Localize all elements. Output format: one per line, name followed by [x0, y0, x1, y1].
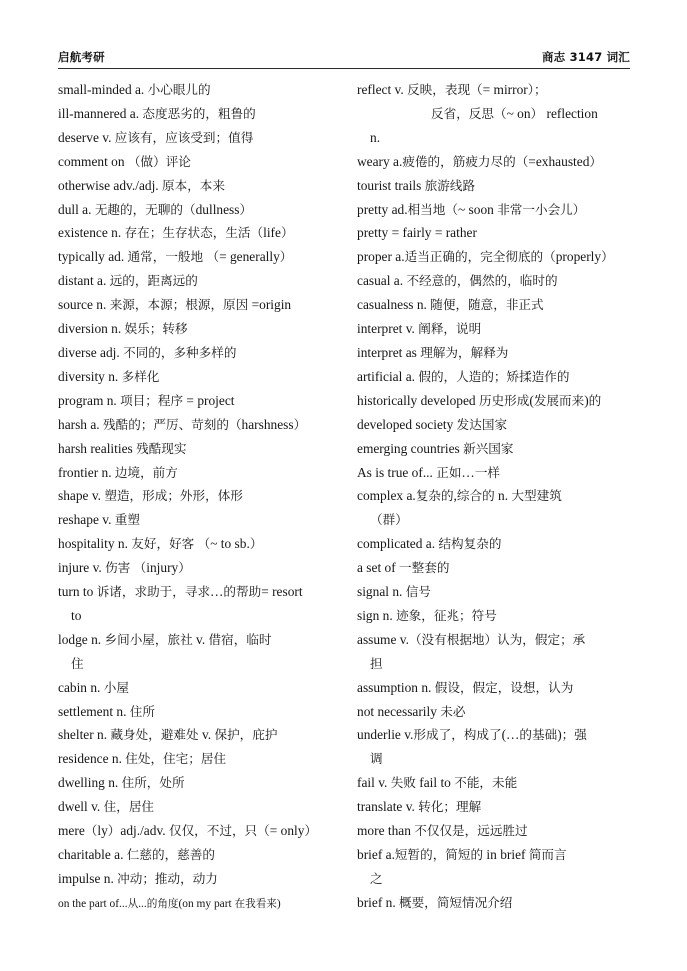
entry-text-cjk: 一整套的: [399, 560, 450, 576]
entry-text-latin: translate v.: [357, 799, 419, 815]
entry-text-cjk: ）: [601, 249, 614, 265]
vocabulary-entry: [58, 556, 350, 580]
entry-text-latin: fail to: [415, 775, 455, 791]
entry-text-cjk: 不能，未能: [454, 775, 518, 791]
vocabulary-entry: [357, 317, 647, 341]
entry-text-cjk: 的角度: [146, 897, 179, 910]
entry-text-cjk: （群）: [370, 512, 408, 528]
vocabulary-entry: [357, 628, 647, 652]
vocabulary-entry: [357, 819, 647, 843]
entry-text-cjk: 的基础: [519, 727, 558, 743]
vocabulary-entry: [58, 461, 350, 485]
entry-text-cjk: 不同的，多种多样的: [123, 344, 237, 360]
entry-text-latin: impulse n.: [58, 870, 118, 886]
entry-text-cjk: 冲动；推动，动力: [117, 870, 218, 886]
entry-text-latin: n.: [494, 488, 512, 504]
entry-text-latin: ): [584, 392, 589, 408]
entry-text-latin: dwell v.: [58, 799, 104, 815]
entry-text-latin: source n.: [58, 297, 110, 313]
entry-text-latin: not necessarily: [357, 703, 441, 719]
entry-text-cjk: ；强: [561, 727, 587, 743]
entry-text-latin: injury: [146, 560, 179, 576]
entry-text-latin: otherwise adv./adj.: [58, 177, 162, 193]
entry-text-latin: weary a.: [357, 153, 403, 169]
entry-text-cjk: ）: [280, 225, 294, 241]
entry-text-latin: sign n.: [357, 607, 397, 623]
vocabulary-entry: [357, 771, 647, 795]
vocabulary-entry: [357, 341, 647, 365]
entry-text-latin: n.: [370, 129, 381, 145]
entry-text-cjk: 小心眼儿的: [147, 82, 211, 97]
vocabulary-entry: [357, 150, 647, 174]
entry-text-cjk: ）: [293, 416, 307, 432]
vocabulary-entry: [58, 508, 350, 532]
entry-text-latin: on the part of...: [58, 897, 128, 910]
entry-text-latin: proper a.: [357, 249, 405, 265]
entry-text-cjk: 住所，处所: [121, 775, 185, 791]
entry-text-cjk: 原本，本来: [162, 177, 225, 193]
vocabulary-entry: [357, 461, 647, 485]
entry-text-latin: reflection: [543, 105, 598, 121]
entry-text-cjk: 小屋: [103, 679, 129, 695]
vocabulary-entry: [357, 747, 647, 771]
entry-text-cjk: 适当正确的，完全彻底的（: [404, 249, 556, 265]
entry-text-latin: more than: [357, 823, 415, 839]
entry-text-cjk: 住: [71, 655, 84, 671]
entry-text-cjk: 信号: [405, 584, 431, 600]
entry-text-latin: ): [276, 897, 281, 910]
entry-text-cjk: （: [84, 823, 98, 839]
entry-text-cjk: 转化；理解: [418, 799, 482, 815]
entry-text-cjk: 迹象，征兆；符号: [396, 607, 497, 623]
entry-text-cjk: ）；: [527, 82, 547, 97]
entry-text-cjk: 住所: [129, 703, 155, 719]
vocabulary-entry: [58, 580, 350, 604]
entry-text-latin: shape v.: [58, 488, 105, 504]
entry-text-latin: typically ad.: [58, 249, 128, 265]
header-left-title: 启航考研: [58, 50, 105, 64]
entry-text-cjk: 项目；程序: [120, 392, 184, 408]
entry-text-cjk: 借宿，临时: [208, 631, 272, 647]
entry-text-cjk: 住处，住宅；居住: [125, 751, 227, 767]
entry-text-latin: …: [210, 584, 224, 600]
page-header: [58, 50, 630, 74]
entry-text-cjk: ）: [589, 153, 602, 169]
entry-text-latin: (: [529, 392, 534, 408]
entry-text-cjk: 失败: [390, 775, 416, 791]
vocabulary-entry: [357, 413, 647, 437]
vocabulary-entry: [58, 867, 350, 891]
entry-text-latin: shelter n.: [58, 727, 111, 743]
entry-text-latin: dull a.: [58, 201, 95, 217]
entry-text-cjk: 形成了，构成了: [413, 727, 502, 743]
entry-text-latin: emerging countries: [357, 440, 464, 456]
entry-text-cjk: 仁慈的，慈善的: [126, 847, 215, 862]
vocabulary-entry: [58, 532, 350, 556]
entry-text-cjk: 新兴国家: [463, 440, 514, 456]
entry-text-cjk: 正如: [436, 464, 462, 480]
vocabulary-entry: [357, 843, 647, 867]
entry-text-latin: interpret v.: [357, 321, 419, 337]
entry-text-cjk: 在我看来: [234, 897, 277, 910]
vocabulary-entry: [58, 413, 350, 437]
vocabulary-entry: [357, 508, 647, 532]
entry-text-latin: settlement n.: [58, 703, 130, 719]
vocabulary-entry: [58, 102, 350, 126]
entry-text-latin: properly: [555, 249, 602, 265]
vocabulary-entry: [58, 365, 350, 389]
entry-text-latin: brief a.: [357, 847, 395, 862]
entry-text-cjk: 之: [370, 870, 383, 886]
entry-text-latin: injure v.: [58, 560, 106, 576]
header-divider-rule: [58, 68, 630, 69]
entry-text-cjk: 阐释，说明: [418, 321, 482, 337]
entry-text-latin: small-minded a.: [58, 82, 148, 97]
vocabulary-entry: [58, 891, 350, 917]
entry-text-latin: assume v.: [357, 631, 409, 647]
entry-text-cjk: 不经意的，偶然的，临时的: [406, 273, 558, 289]
vocabulary-entry: [357, 556, 647, 580]
vocabulary-entry: [357, 198, 647, 222]
entry-text-cjk: 边境，前方: [114, 464, 178, 480]
entry-text-cjk: 发展而来: [533, 392, 585, 408]
vocabulary-entry: [357, 389, 647, 413]
entry-text-cjk: 多样化: [121, 368, 160, 384]
vocabulary-entry: [58, 198, 350, 222]
entry-text-cjk: 随便，随意，非正式: [430, 297, 544, 313]
entry-text-cjk: 结构复杂的: [438, 536, 502, 552]
entry-text-latin: = resort: [261, 584, 303, 600]
entry-text-cjk: 概要，简短情况介绍: [399, 894, 513, 910]
entry-text-latin: (…: [501, 727, 520, 743]
entry-text-latin: (on my part: [178, 897, 235, 910]
entry-text-latin: residence n.: [58, 751, 126, 767]
entry-text-cjk: （: [206, 249, 220, 265]
entry-text-latin: =origin: [248, 297, 292, 313]
vocabulary-entry: [357, 102, 647, 126]
vocabulary-entry: [58, 269, 350, 293]
entry-text-latin: = mirror: [482, 82, 528, 97]
vocabulary-entry: [58, 604, 350, 628]
entry-text-cjk: ）: [107, 823, 121, 839]
vocabulary-column-left: [58, 78, 350, 917]
vocabulary-entry: [58, 150, 350, 174]
entry-text-latin: life: [263, 225, 281, 241]
entry-text-latin: pretty = fairly = rather: [357, 225, 477, 241]
entry-text-cjk: 的帮助: [223, 584, 262, 600]
entry-text-latin: to: [71, 607, 82, 623]
vocabulary-entry: [357, 365, 647, 389]
vocabulary-entry: [58, 78, 350, 102]
entry-text-latin: ~ to sb.: [210, 536, 250, 552]
vocabulary-entry: [58, 771, 350, 795]
entry-text-latin: v.: [192, 631, 209, 647]
entry-text-latin: diversion n.: [58, 321, 125, 337]
vocabulary-entry: [58, 341, 350, 365]
entry-text-cjk: 藏身处，避难处: [110, 727, 199, 743]
entry-text-cjk: 通常，一般地: [127, 249, 204, 265]
entry-text-latin: pretty ad.: [357, 201, 408, 217]
vocabulary-entry: [357, 867, 647, 891]
entry-text-latin: harsh realities: [58, 440, 137, 456]
vocabulary-entry: [58, 843, 350, 867]
entry-text-cjk: 复杂的: [415, 488, 454, 504]
entry-text-latin: ): [557, 727, 562, 743]
entry-text-cjk: 诉诸，求助于，寻求: [96, 584, 211, 600]
entry-text-latin: underlie v.: [357, 727, 414, 743]
vocabulary-entry: [58, 676, 350, 700]
entry-text-cjk: 非常一小会儿）: [497, 201, 586, 217]
entry-text-cjk: ）: [239, 201, 253, 217]
header-right-title: 商志 3147 词汇: [541, 50, 630, 64]
vocabulary-column-right: [357, 78, 647, 915]
entry-text-cjk: 调: [370, 751, 383, 767]
entry-text-latin: frontier n.: [58, 464, 115, 480]
entry-text-cjk: 短暂的，简短的: [394, 847, 484, 862]
vocabulary-entry: [357, 437, 647, 461]
vocabulary-entry: [357, 293, 647, 317]
entry-text-latin: ...: [138, 897, 147, 910]
entry-text-cjk: 假的，人造的；矫揉造作的: [418, 368, 570, 384]
entry-text-cjk: 理解为，解释为: [420, 344, 509, 360]
vocabulary-entry: [58, 317, 350, 341]
entry-text-latin: assumption n.: [357, 679, 435, 695]
vocabulary-entry: [357, 484, 647, 508]
entry-text-cjk: 无趣的，无聊的（: [94, 201, 196, 217]
entry-text-cjk: 大型建筑: [511, 488, 562, 504]
entry-text-cjk: 旅游线路: [424, 177, 476, 193]
vocabulary-entry: [357, 580, 647, 604]
entry-text-latin: adj./adv.: [120, 823, 169, 839]
entry-text-latin: charitable a.: [58, 847, 127, 862]
entry-text-latin: …: [461, 464, 475, 480]
vocabulary-entry: [58, 174, 350, 198]
entry-text-cjk: 仅仅，不过，只（: [168, 823, 270, 839]
entry-text-cjk: 残酷现实: [136, 440, 187, 456]
entry-text-latin: As is true of...: [357, 464, 437, 480]
vocabulary-entry: [58, 293, 350, 317]
entry-text-cjk: 担: [370, 655, 383, 671]
vocabulary-entry: [58, 245, 350, 269]
entry-text-cjk: （没有根据地）认为，假定；承: [408, 631, 586, 647]
entry-text-cjk: 应该有，应该受到；值得: [114, 129, 254, 145]
entry-text-latin: a set of: [357, 560, 400, 576]
entry-text-cjk: ）: [279, 249, 293, 265]
entry-text-latin: ill-mannered a.: [58, 105, 143, 121]
entry-text-latin: casual a.: [357, 273, 407, 289]
entry-text-cjk: 的: [588, 392, 602, 408]
entry-text-latin: program n.: [58, 392, 121, 408]
vocabulary-entry: [58, 484, 350, 508]
entry-text-cjk: ）: [530, 105, 544, 121]
entry-text-latin: dullness: [195, 201, 240, 217]
entry-text-latin: reflect v.: [357, 82, 408, 97]
entry-text-latin: mere: [58, 823, 85, 839]
entry-text-latin: deserve v.: [58, 129, 115, 145]
entry-text-latin: developed society: [357, 416, 457, 432]
entry-text-latin: dwelling n.: [58, 775, 122, 791]
entry-text-latin: brief n.: [357, 894, 400, 910]
vocabulary-entry: [58, 819, 350, 843]
entry-text-cjk: ）: [178, 560, 191, 576]
entry-text-cjk: 重塑: [114, 512, 140, 528]
entry-text-cjk: 住，居住: [103, 799, 154, 815]
entry-text-cjk: ）: [249, 536, 263, 552]
vocabulary-entry: [357, 78, 647, 102]
entry-text-cjk: 综合的: [456, 488, 495, 504]
entry-text-latin: complex a.: [357, 488, 416, 504]
entry-text-cjk: （: [133, 560, 147, 576]
vocabulary-entry: [58, 795, 350, 819]
entry-text-latin: ly: [97, 823, 108, 839]
vocabulary-entry: [357, 891, 647, 915]
entry-text-cjk: 来源，本源；根源，原因: [109, 297, 249, 313]
entry-text-cjk: 存在；生存状态，生活（: [124, 225, 264, 241]
entry-text-cjk: 一样: [474, 464, 500, 480]
entry-text-cjk: 未必: [440, 703, 466, 719]
entry-text-cjk: 疲倦的，筋疲力尽的（: [402, 153, 529, 169]
vocabulary-entry: [357, 723, 647, 747]
vocabulary-entry: [357, 532, 647, 556]
entry-text-cjk: 伤害: [105, 560, 131, 576]
vocabulary-entry: [357, 700, 647, 724]
entry-text-latin: comment on: [58, 153, 128, 169]
entry-text-latin: turn to: [58, 584, 97, 600]
entry-text-cjk: 假设，假定，设想，认为: [434, 679, 574, 695]
entry-text-latin: existence n.: [58, 225, 125, 241]
entry-text-cjk: 相当地（: [407, 201, 458, 217]
entry-text-latin: =exhausted: [528, 153, 590, 169]
entry-text-latin: reshape v.: [58, 512, 115, 528]
vocabulary-entry: [357, 652, 647, 676]
vocabulary-entry: [357, 269, 647, 293]
entry-text-cjk: 发达国家: [456, 416, 508, 432]
entry-text-cjk: 反省，反思（: [431, 105, 507, 121]
entry-text-cjk: 残酷的；严厉、苛刻的（: [103, 416, 242, 432]
entry-text-latin: harsh a.: [58, 416, 103, 432]
entry-text-latin: ,: [453, 488, 457, 504]
vocabulary-entry: [58, 437, 350, 461]
vocabulary-entry: [58, 126, 350, 150]
vocabulary-entry: [357, 245, 647, 269]
vocabulary-entry: [58, 628, 350, 652]
entry-text-latin: harshness: [241, 416, 294, 432]
entry-text-latin: casualness n.: [357, 297, 431, 313]
entry-text-cjk: 塑造，形成；外形，体形: [104, 488, 243, 504]
entry-text-cjk: （做）评论: [127, 153, 191, 169]
vocabulary-entry: [357, 174, 647, 198]
vocabulary-entry: [357, 221, 647, 245]
entry-text-latin: interpret as: [357, 344, 421, 360]
entry-text-latin: signal n.: [357, 584, 406, 600]
entry-text-cjk: 简而言: [528, 847, 567, 862]
entry-text-latin: artificial a.: [357, 368, 419, 384]
vocabulary-entry: [357, 676, 647, 700]
vocabulary-entry: [58, 747, 350, 771]
entry-text-latin: v.: [198, 727, 215, 743]
entry-text-cjk: 态度恶劣的，粗鲁的: [142, 105, 256, 121]
entry-text-cjk: 从: [127, 897, 139, 910]
entry-text-cjk: ）: [304, 823, 318, 839]
entry-text-latin: distant a.: [58, 273, 110, 289]
entry-text-cjk: 不仅仅是，远远胜过: [414, 823, 528, 839]
entry-text-latin: historically developed: [357, 392, 479, 408]
vocabulary-entry: [357, 604, 647, 628]
vocabulary-entry: [357, 126, 647, 150]
entry-text-cjk: 娱乐；转移: [124, 321, 188, 337]
entry-text-cjk: （: [197, 536, 211, 552]
entry-text-cjk: 反映，表现（: [407, 82, 483, 97]
entry-text-latin: complicated a.: [357, 536, 439, 552]
entry-text-cjk: 保护，庇护: [214, 727, 278, 743]
vocabulary-entry: [58, 652, 350, 676]
entry-text-cjk: 友好，好客: [131, 536, 195, 552]
entry-text-latin: ~ on: [506, 105, 531, 121]
entry-text-latin: lodge n.: [58, 631, 105, 647]
vocabulary-entry: [58, 221, 350, 245]
entry-text-latin: diversity n.: [58, 368, 122, 384]
entry-text-latin: cabin n.: [58, 679, 104, 695]
entry-text-latin: tourist trails: [357, 177, 425, 193]
entry-text-cjk: 乡间小屋，旅社: [104, 631, 193, 647]
vocabulary-entry: [58, 700, 350, 724]
entry-text-latin: ~ soon: [457, 201, 498, 217]
vocabulary-entry: [58, 723, 350, 747]
entry-text-latin: in brief: [483, 847, 529, 862]
entry-text-latin: = generally: [219, 249, 280, 265]
vocabulary-entry: [58, 389, 350, 413]
entry-text-latin: = project: [183, 392, 235, 408]
entry-text-latin: = only: [269, 823, 305, 839]
entry-text-latin: fail v.: [357, 775, 391, 791]
entry-text-cjk: 远的，距离远的: [109, 273, 198, 289]
entry-text-latin: diverse adj.: [58, 344, 124, 360]
entry-text-cjk: 历史形成: [478, 392, 530, 408]
entry-text-latin: hospitality n.: [58, 536, 132, 552]
vocabulary-entry: [357, 795, 647, 819]
